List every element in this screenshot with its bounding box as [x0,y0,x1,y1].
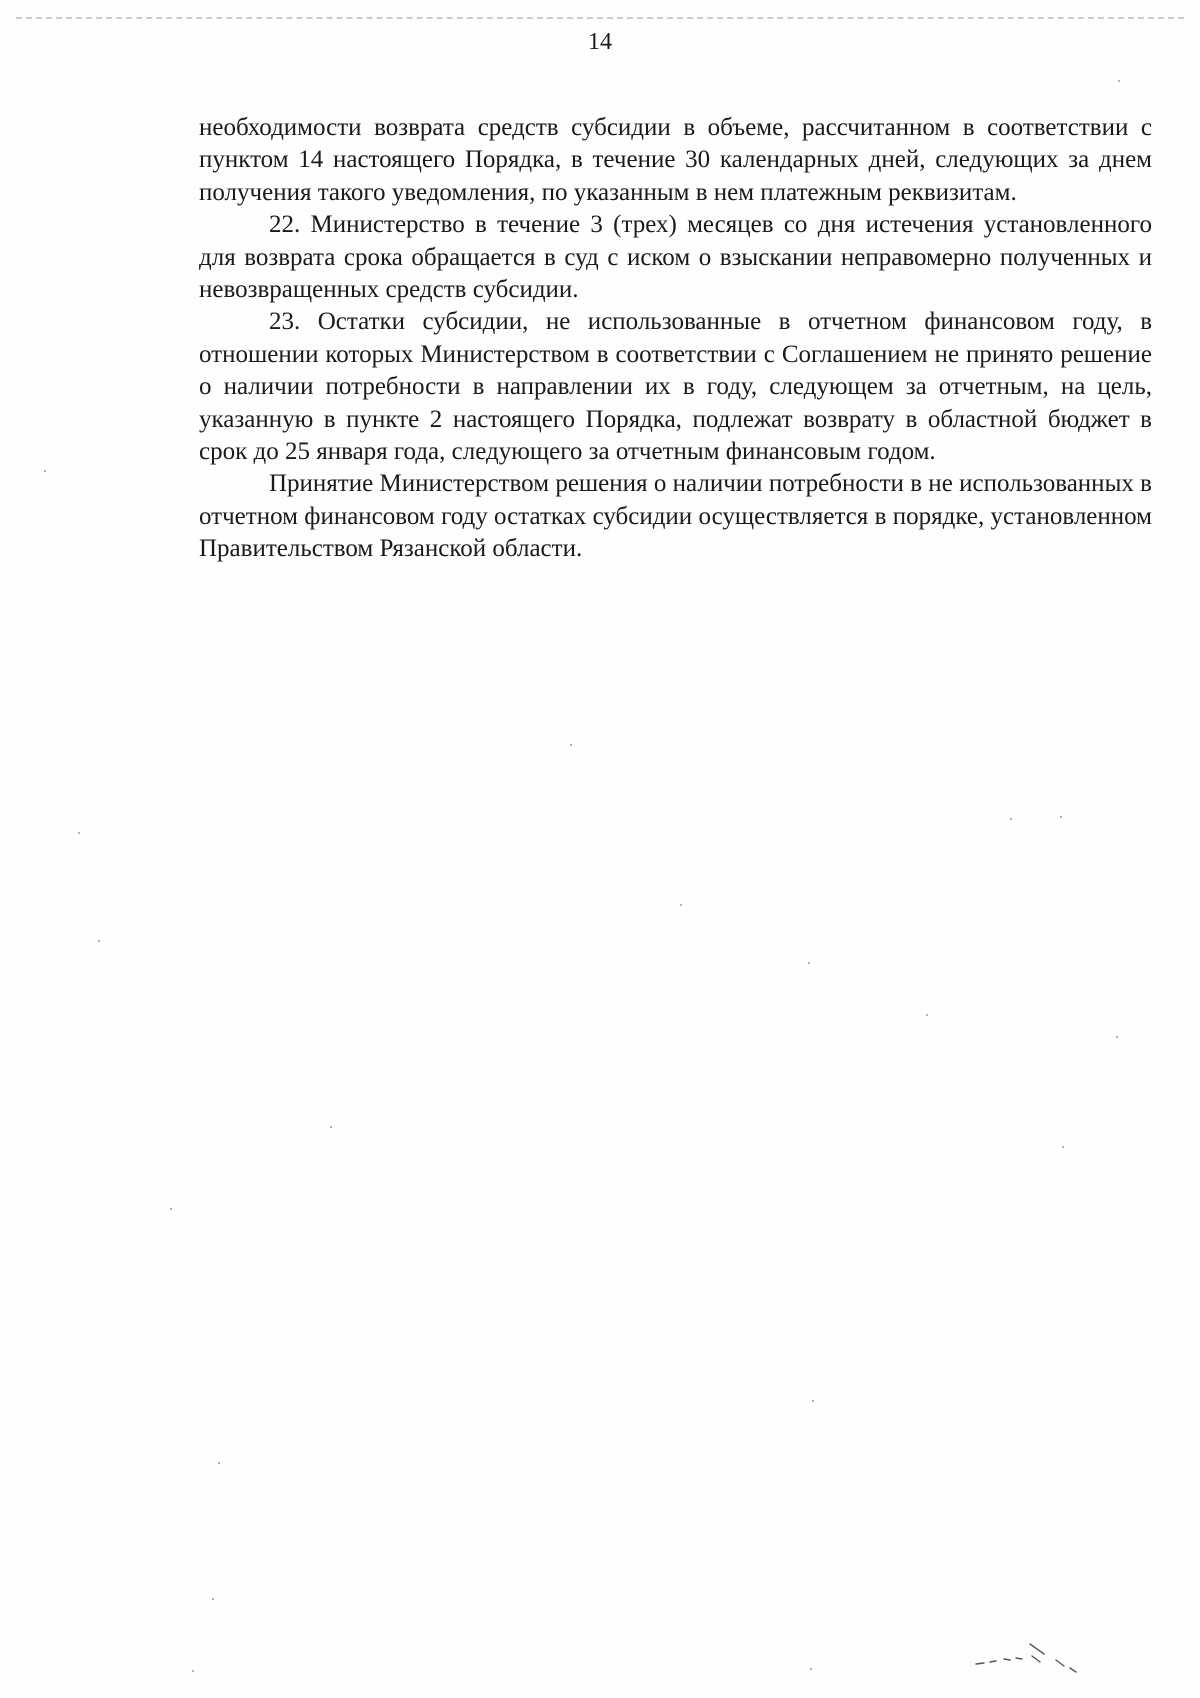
scan-speck [812,1400,814,1402]
scan-speck [808,962,810,964]
scan-speck [1060,816,1062,818]
scan-speck [78,832,80,834]
scan-speck [680,904,682,906]
scan-speck [1116,1036,1118,1038]
scan-speck [98,940,100,942]
scan-speck [570,744,572,746]
scan-edge-line [16,17,1184,19]
scan-speck [810,1668,812,1670]
document-body [199,112,1152,566]
scan-speck [1010,818,1012,820]
scan-speck [192,1670,194,1672]
paragraph-23: 23. Остатки субсидии, не использованные в отчетном финансовом году, в отношении которых Министерством в соответствии с Соглашением не принято решение о наличии потребности в направлении их в году, следующем за отчетным, на цель, указанную в пункте 2 настоящего Порядка, подлежат возврату в областной бюджет в срок до 25 января года, следующего за отчетным финансовым годом. [199,308,1152,466]
scan-speck [218,1462,220,1464]
scan-speck [170,1208,172,1210]
page-number: 14 [588,29,612,55]
scan-speck [1062,1146,1064,1148]
scan-speck [44,470,46,472]
paragraph-continuation: необходимости возврата средств субсидии в объеме, рассчитанном в соответствии с пунктом 14 настоящего Порядка, в течение 30 календарных дней, следующих за днем получения такого уведомления, по указанным в нем платежным реквизитам. [199,114,1152,206]
scan-speck [926,1014,928,1016]
scan-speck [330,1126,332,1128]
paragraph-22: 22. Министерство в течение 3 (трех) месяцев со дня истечения установленного для возврата срока обращается в суд с иском о взыскании неправомерно полученных и невозвращенных средств субсидии. [199,211,1152,304]
paragraph-23-note: Принятие Министерством решения о наличии потребности в не использованных в отчетном финансовом году остатках субсидии осуществляется в порядке, установленном Правительством Рязанской области. [199,470,1152,563]
scan-speck [212,1598,214,1600]
margin-scribble-mark [972,1636,1092,1676]
scan-speck [1118,80,1120,82]
